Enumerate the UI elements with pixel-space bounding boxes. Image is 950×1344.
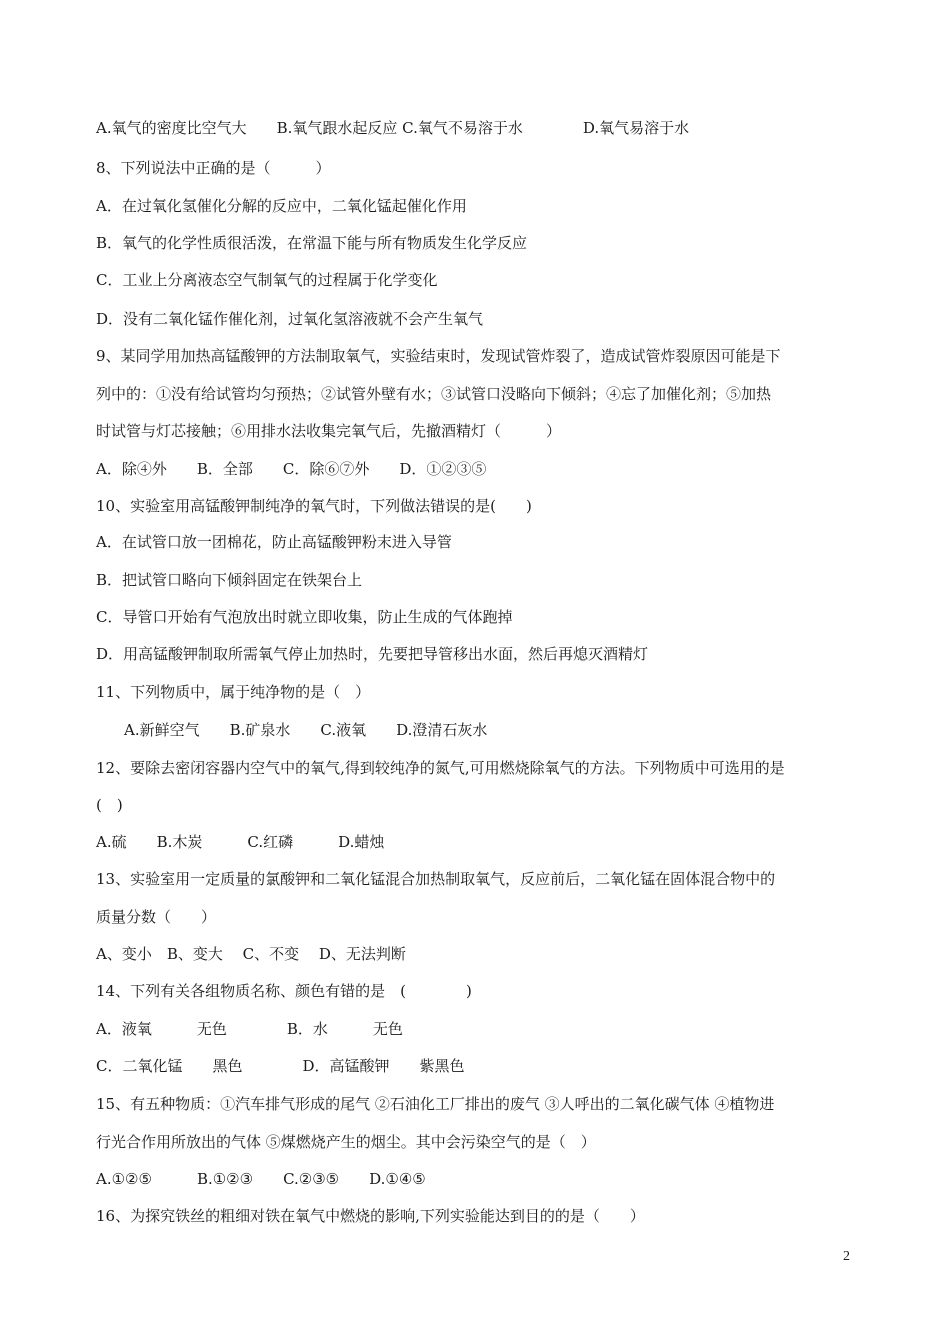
q9-stem-line-2: 列中的：①没有给试管均匀预热；②试管外壁有水；③试管口没略向下倾斜；④忘了加催化剂；⑤加热 xyxy=(96,385,772,403)
q9-options: A．除④外 B．全部 C．除⑥⑦外 D．①②③⑤ xyxy=(96,460,487,478)
q12-options: A.硫 B.木炭 C.红磷 D.蜡烛 xyxy=(96,833,385,851)
q11-options: A.新鲜空气 B.矿泉水 C.液氧 D.澄清石灰水 xyxy=(124,721,488,739)
q8-option-c: C．工业上分离液态空气制氧气的过程属于化学变化 xyxy=(96,271,438,289)
q9-stem-line-3: 时试管与灯芯接触；⑥用排水法收集完氧气后，先撤酒精灯（ ） xyxy=(96,422,562,440)
q12-stem-line-1: 12、要除去密闭容器内空气中的氧气,得到较纯净的氮气,可用燃烧除氧气的方法。下列物质中可选用的是 xyxy=(96,759,785,777)
q13-stem-line-1: 13、实验室用一定质量的氯酸钾和二氧化锰混合加热制取氧气，反应前后，二氧化锰在固体混合物中的 xyxy=(96,870,776,888)
q14-stem: 14、下列有关各组物质名称、颜色有错的是 ( ) xyxy=(96,982,472,1000)
q7-options: A.氧气的密度比空气大 B.氧气跟水起反应 C.氧气不易溶于水 D.氧气易溶于水 xyxy=(96,119,690,137)
q10-stem: 10、实验室用高锰酸钾制纯净的氧气时，下列做法错误的是( ) xyxy=(96,497,532,515)
q10-option-a: A．在试管口放一团棉花，防止高锰酸钾粉末进入导管 xyxy=(96,533,452,551)
q13-options: A、变小 B、变大 C、不变 D、无法判断 xyxy=(96,945,406,963)
q11-stem: 11、下列物质中，属于纯净物的是（ ） xyxy=(96,683,371,701)
q15-stem-line-1: 15、有五种物质：①汽车排气形成的尾气 ②石油化工厂排出的废气 ③人呼出的二氧化碳气体 ④植物进 xyxy=(96,1095,775,1113)
q9-stem-line-1: 9、某同学用加热高锰酸钾的方法制取氧气，实验结束时，发现试管炸裂了，造成试管炸裂原因可能是下 xyxy=(96,347,781,365)
q10-option-c: C．导管口开始有气泡放出时就立即收集，防止生成的气体跑掉 xyxy=(96,608,513,626)
q14-options-ab: A．液氧 无色 B．水 无色 xyxy=(96,1020,403,1038)
q8-option-a: A．在过氧化氢催化分解的反应中，二氧化锰起催化作用 xyxy=(96,197,467,215)
q15-options: A.①②⑤ B.①②③ C.②③⑤ D.①④⑤ xyxy=(96,1170,426,1188)
q16-stem: 16、为探究铁丝的粗细对铁在氧气中燃烧的影响,下列实验能达到目的的是（ ） xyxy=(96,1207,645,1225)
q13-stem-line-2: 质量分数（ ） xyxy=(96,908,217,926)
q8-stem: 8、下列说法中正确的是（ ） xyxy=(96,159,331,177)
q8-option-b: B．氧气的化学性质很活泼，在常温下能与所有物质发生化学反应 xyxy=(96,234,528,252)
q15-stem-line-2: 行光合作用所放出的气体 ⑤煤燃烧产生的烟尘。其中会污染空气的是（ ） xyxy=(96,1133,596,1151)
q8-option-d: D．没有二氧化锰作催化剂，过氧化氢溶液就不会产生氧气 xyxy=(96,310,484,328)
q10-option-d: D．用高锰酸钾制取所需氧气停止加热时，先要把导管移出水面，然后再熄灭酒精灯 xyxy=(96,645,649,663)
q10-option-b: B．把试管口略向下倾斜固定在铁架台上 xyxy=(96,571,363,589)
q12-stem-line-2: ( ) xyxy=(96,796,123,814)
page-number: 2 xyxy=(843,1249,850,1264)
q14-options-cd: C．二氧化锰 黑色 D．高锰酸钾 紫黑色 xyxy=(96,1057,465,1075)
